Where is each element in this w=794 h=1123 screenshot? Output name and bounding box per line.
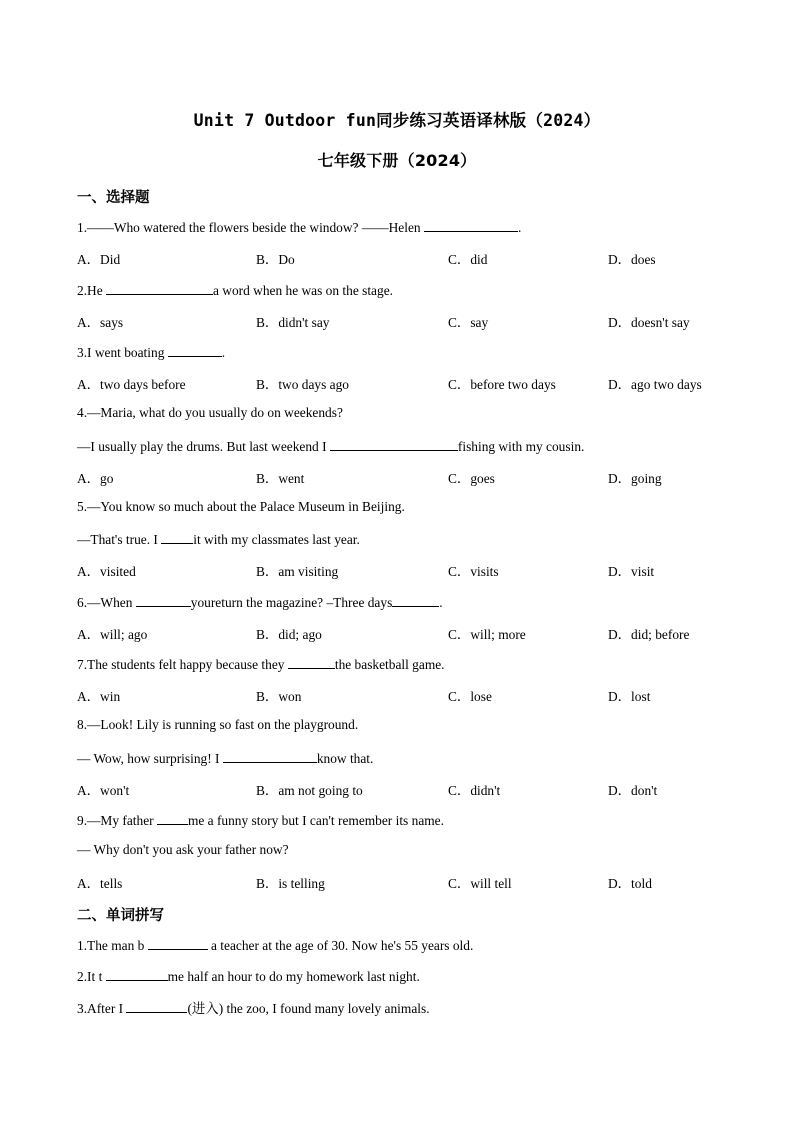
question-text: —That's true. I — [77, 532, 162, 547]
question-text: 3.After I — [77, 1001, 127, 1016]
spelling-question-2 — [77, 967, 420, 985]
question-1 — [77, 218, 521, 236]
question-text: a teacher at the age of 30. Now he's 55 years old. — [207, 938, 474, 953]
options-1 — [77, 249, 757, 269]
question-text: (进入) the zoo, I found many lovely animals. — [187, 1001, 430, 1016]
answer-blank — [223, 749, 317, 763]
option-d: D．ago two days — [608, 377, 702, 392]
question-5-prompt: 5.—You know so much about the Palace Museum in Beijing. — [77, 499, 405, 514]
option-c: C．will tell — [448, 876, 512, 891]
option-a: A．tells — [77, 876, 123, 891]
options-7 — [77, 686, 757, 706]
question-text: 2.It t — [77, 969, 106, 984]
answer-blank — [424, 218, 518, 232]
question-5 — [77, 530, 360, 548]
question-text: youreturn the magazine? –Three days — [190, 595, 393, 610]
answer-blank — [168, 343, 222, 357]
option-b: B．is telling — [256, 876, 325, 891]
answer-blank — [106, 967, 168, 981]
question-text: . — [221, 345, 226, 360]
option-d: D．did; before — [608, 627, 690, 642]
question-text: 9.—My father — [77, 813, 157, 828]
question-text: 7.The students felt happy because they — [77, 657, 288, 672]
question-text: fishing with my cousin. — [457, 439, 585, 454]
option-c: C．before two days — [448, 377, 556, 392]
option-d: D．going — [608, 471, 662, 486]
option-a: A．win — [77, 689, 121, 704]
option-b: B．won — [256, 689, 302, 704]
option-a: A．says — [77, 315, 124, 330]
question-text: it with my classmates last year. — [193, 532, 360, 547]
question-text: 2.He — [77, 283, 107, 298]
answer-blank — [106, 281, 213, 295]
worksheet-subtitle: 七年级下册（2024） — [317, 151, 477, 170]
option-d: D．don't — [608, 783, 658, 798]
option-d: D．lost — [608, 689, 651, 704]
options-3 — [77, 374, 757, 394]
question-text: me half an hour to do my homework last night. — [167, 969, 420, 984]
answer-blank — [288, 655, 335, 669]
option-d: D．told — [608, 876, 652, 891]
options-4 — [77, 468, 757, 488]
option-b: B．am not going to — [256, 783, 363, 798]
option-b: B．did; ago — [256, 627, 322, 642]
question-8 — [77, 749, 373, 767]
spelling-question-1 — [77, 936, 473, 954]
section-heading-choice: 一、选择题 — [77, 190, 150, 206]
question-text: 6.—When — [77, 595, 136, 610]
worksheet-title: Unit 7 Outdoor fun同步练习英语译林版（2024） — [193, 111, 601, 130]
question-8-prompt: 8.—Look! Lily is running so fast on the playground. — [77, 717, 359, 732]
option-d: D．does — [608, 252, 656, 267]
answer-blank — [136, 593, 191, 607]
question-text: 1.——Who watered the flowers beside the window? ——Helen — [77, 220, 424, 235]
answer-blank — [392, 593, 439, 607]
question-9-response: — Why don't you ask your father now? — [77, 842, 289, 857]
option-a: A．won't — [77, 783, 130, 798]
options-6 — [77, 624, 757, 644]
question-4-prompt: 4.—Maria, what do you usually do on weekends? — [77, 405, 343, 420]
option-d: D．visit — [608, 564, 655, 579]
question-text: — Wow, how surprising! I — [77, 751, 223, 766]
answer-blank — [126, 999, 187, 1013]
question-text: 3.I went boating — [77, 345, 168, 360]
option-a: A．go — [77, 471, 114, 486]
options-9 — [77, 873, 757, 893]
question-text: —I usually play the drums. But last weekend I — [77, 439, 330, 454]
question-text: the basketball game. — [334, 657, 445, 672]
answer-blank — [148, 936, 208, 950]
answer-blank — [330, 437, 458, 451]
option-c: C．did — [448, 252, 488, 267]
option-a: A．Did — [77, 252, 121, 267]
spelling-question-3 — [77, 998, 430, 1017]
option-b: B．Do — [256, 252, 295, 267]
options-2 — [77, 312, 757, 332]
options-5 — [77, 561, 757, 581]
option-c: C．visits — [448, 564, 499, 579]
options-8 — [77, 780, 757, 800]
option-a: A．will; ago — [77, 627, 148, 642]
option-d: D．doesn't say — [608, 315, 690, 330]
option-c: C．didn't — [448, 783, 501, 798]
question-9 — [77, 811, 444, 829]
question-text: me a funny story but I can't remember its name. — [187, 813, 444, 828]
question-text: . — [439, 595, 443, 610]
option-c: C．lose — [448, 689, 492, 704]
section-heading-spelling: 二、单词拼写 — [77, 908, 164, 924]
answer-blank — [157, 811, 188, 825]
option-b: B．two days ago — [256, 377, 349, 392]
option-c: C．will; more — [448, 627, 526, 642]
question-3 — [77, 343, 225, 361]
option-c: C．goes — [448, 471, 495, 486]
question-6 — [77, 593, 443, 611]
option-b: B．am visiting — [256, 564, 339, 579]
option-b: B．didn't say — [256, 315, 330, 330]
question-text: 1.The man b — [77, 938, 148, 953]
question-text: a word when he was on the stage. — [213, 283, 393, 298]
question-4 — [77, 437, 584, 455]
question-2 — [77, 281, 393, 299]
answer-blank — [161, 530, 193, 544]
option-c: C．say — [448, 315, 489, 330]
question-text: know that. — [316, 751, 374, 766]
option-a: A．two days before — [77, 377, 186, 392]
option-b: B．went — [256, 471, 305, 486]
option-a: A．visited — [77, 564, 136, 579]
question-7 — [77, 655, 445, 673]
question-text: . — [517, 220, 522, 235]
